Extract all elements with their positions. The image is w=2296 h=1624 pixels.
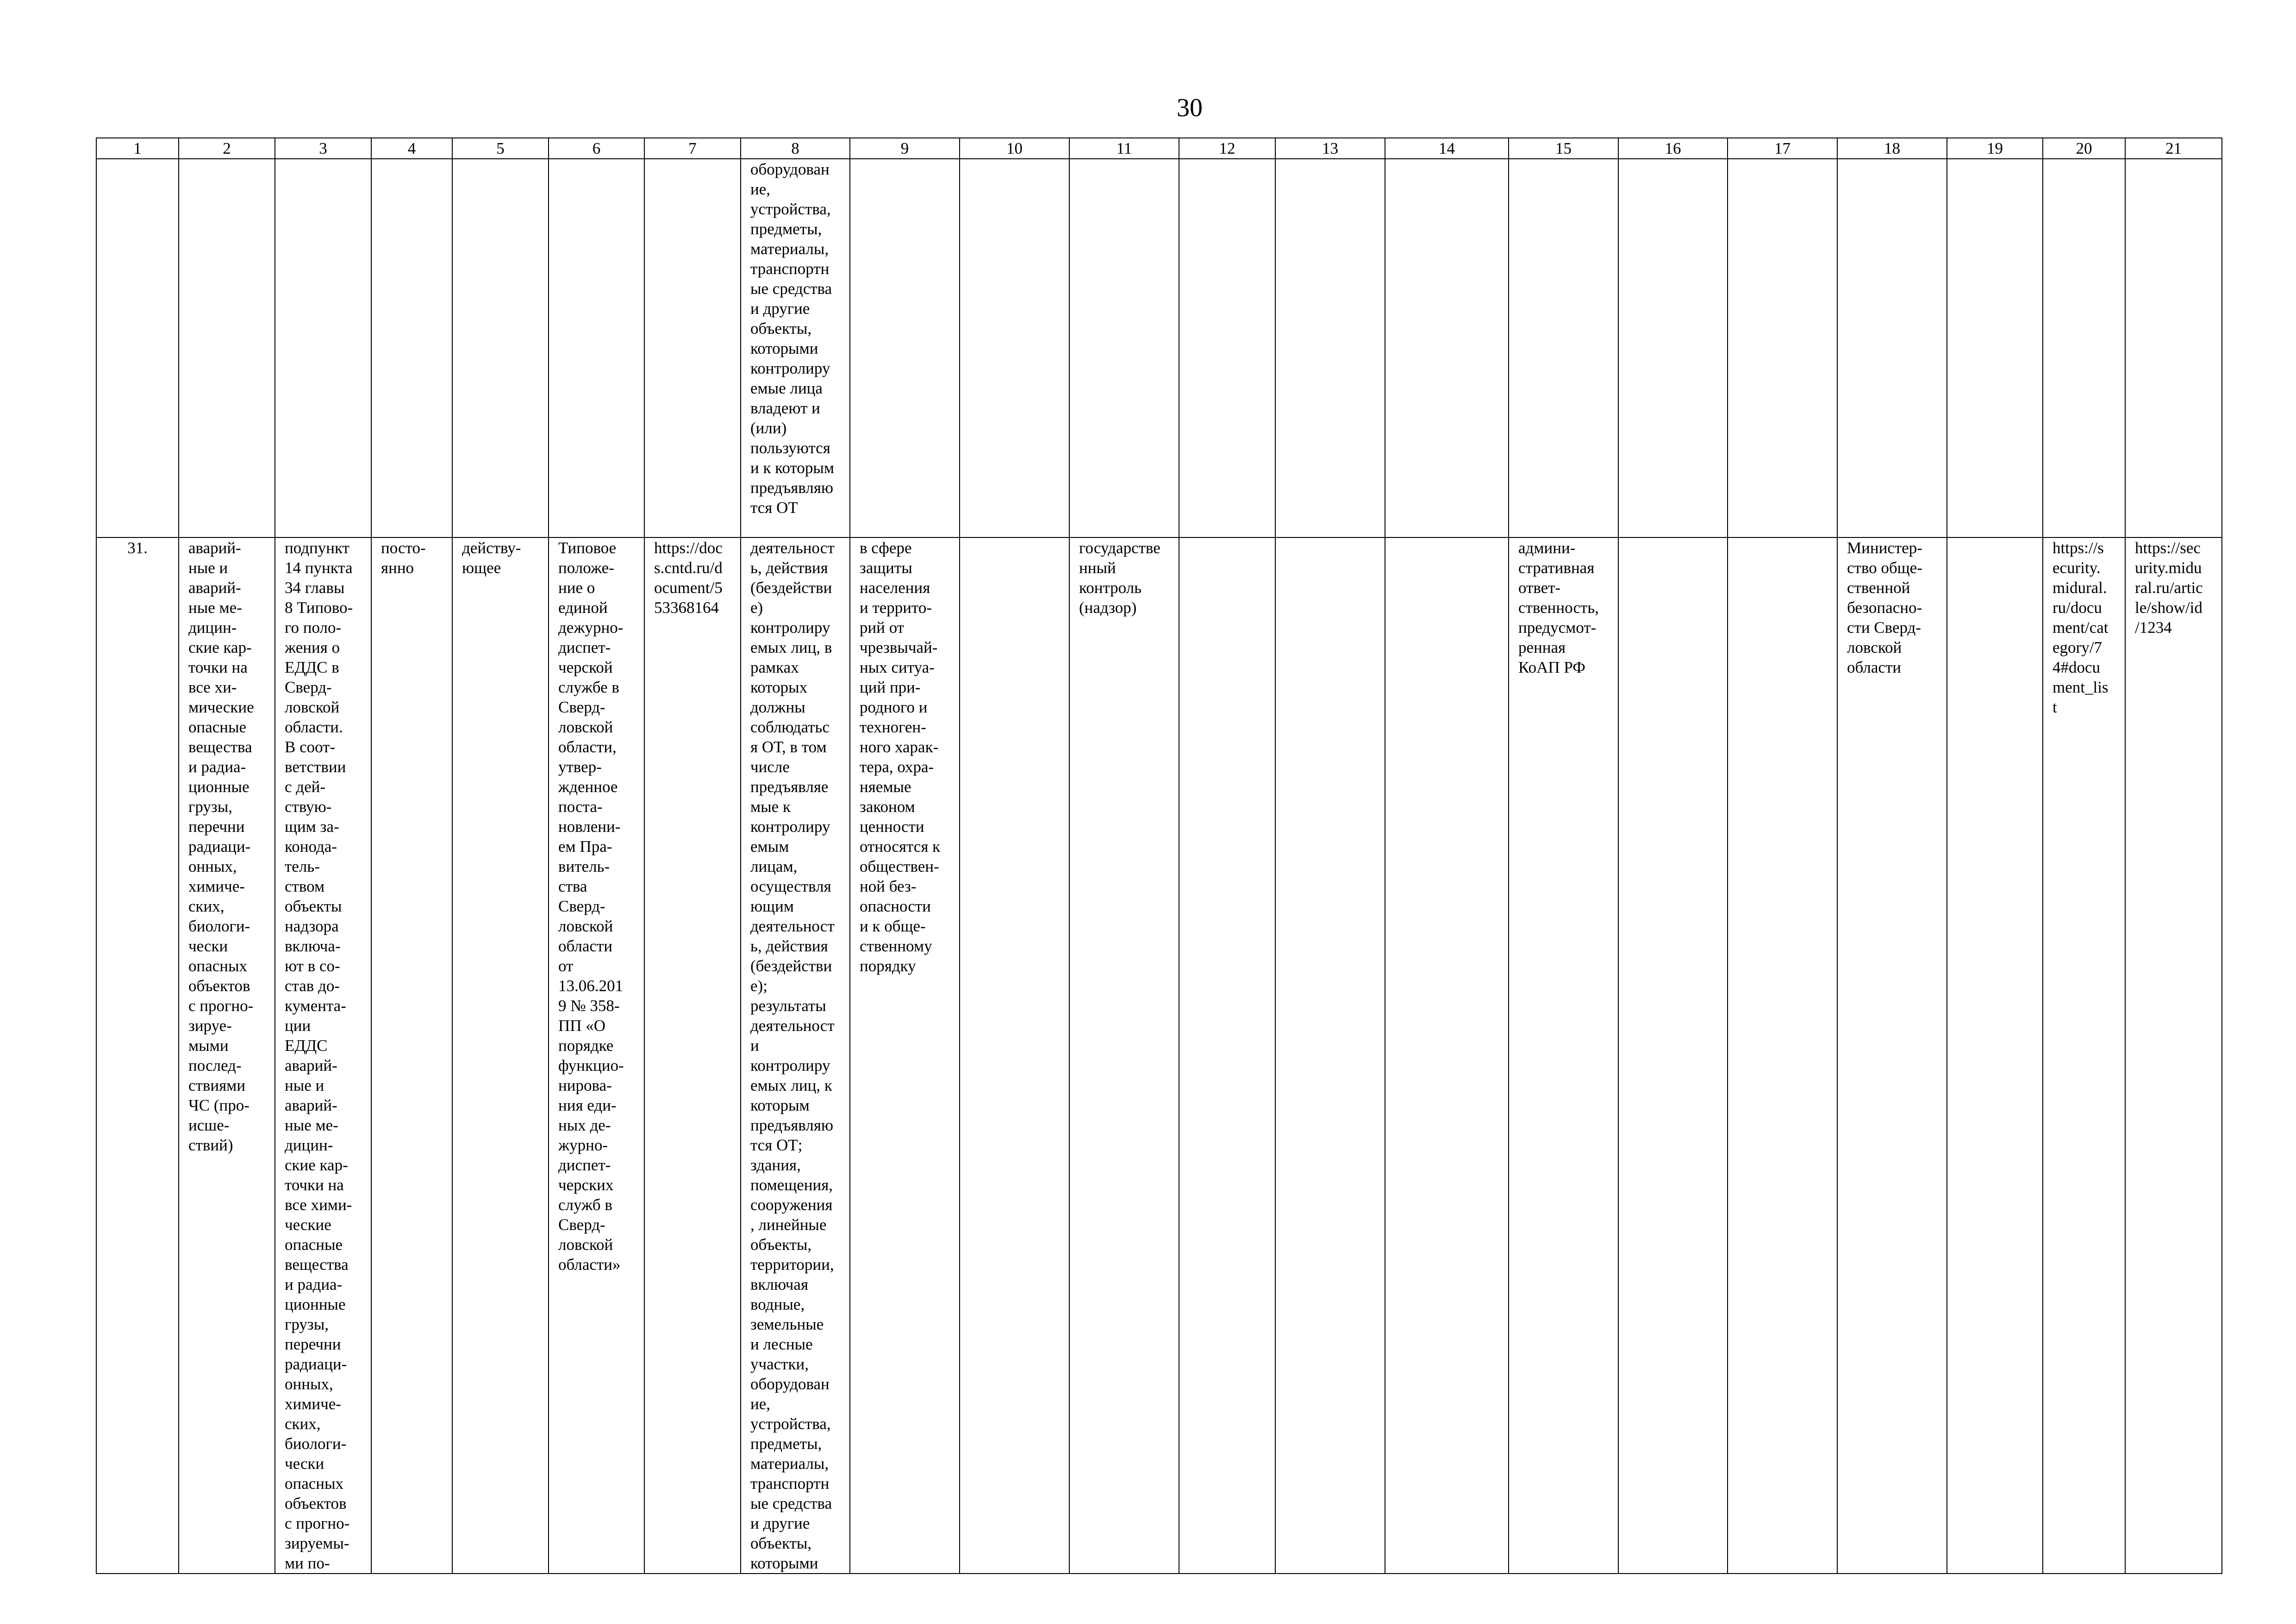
table-cell: оборудован ие, устройства, предметы, материалы, транспортн ые средства и другие объекты, которыми контролиру емые лица владеют и (или) пользуются и к которым предъявляю тся ОТ — [741, 159, 850, 537]
act-link-cell: https://doc s.cntd.ru/d ocument/5 53368164 — [644, 537, 741, 1574]
column-number-cell: 3 — [275, 138, 371, 159]
table-cell — [1275, 537, 1385, 1574]
table-cell — [2043, 159, 2125, 537]
table-cell — [960, 159, 1069, 537]
table-cell — [1179, 537, 1275, 1574]
periodicity-cell: посто- янно — [371, 537, 452, 1574]
column-number-cell: 1 — [96, 138, 179, 159]
table-cell — [1837, 159, 1947, 537]
table-cell — [960, 537, 1069, 1574]
column-number-cell: 5 — [452, 138, 549, 159]
column-number-cell: 16 — [1618, 138, 1728, 159]
column-number-cell: 20 — [2043, 138, 2125, 159]
authority-cell: Министер- ство обще- ственной безопасно- сти Сверд- ловской области — [1837, 537, 1947, 1574]
table-cell — [850, 159, 960, 537]
column-number-cell: 17 — [1728, 138, 1837, 159]
table-cell — [1385, 159, 1509, 537]
table-cell — [96, 159, 179, 537]
column-number-cell: 15 — [1509, 138, 1618, 159]
page-number: 30 — [1177, 94, 1203, 122]
article-link-cell: https://sec urity.midu ral.ru/artic le/show/id /1234 — [2125, 537, 2222, 1574]
register-table — [96, 137, 2222, 1574]
row-number-cell: 31. — [96, 537, 179, 1574]
control-objects-cell: деятельност ь, действия (бездействи е) контролиру емых лиц, в рамках которых должны соблюдатьс я ОТ, в том числе предъявляе мые к контролиру емым лицам, осуществля ющим деятельност ь, действия (бездействи е); результаты деятельност и контролиру емых лиц, к которым предъявляю тся ОТ; здания, помещения, сооружения , линейные объекты, территории, включая водные, земельные и лесные участки, оборудован ие, устройства, предметы, материалы, транспортн ые средства и другие объекты, которыми — [741, 537, 850, 1574]
column-number-cell: 8 — [741, 138, 850, 159]
table-cell — [371, 159, 452, 537]
column-number-cell: 10 — [960, 138, 1069, 159]
continuation-row — [96, 159, 2222, 537]
liability-cell: админи- стративная ответ- ственность, предусмот- ренная КоАП РФ — [1509, 537, 1618, 1574]
column-number-cell: 19 — [1947, 138, 2043, 159]
table-cell — [644, 159, 741, 537]
column-number-cell: 18 — [1837, 138, 1947, 159]
table-cell — [1069, 159, 1179, 537]
table-cell — [1385, 537, 1509, 1574]
document-list-link-cell: https://s ecurity. midural. ru/docu ment/cat egory/7 4#docu ment_lis t — [2043, 537, 2125, 1574]
table-cell — [1618, 159, 1728, 537]
column-number-cell: 2 — [179, 138, 275, 159]
column-number-cell: 6 — [549, 138, 644, 159]
column-number-cell: 4 — [371, 138, 452, 159]
table-cell — [1509, 159, 1618, 537]
column-number-cell: 9 — [850, 138, 960, 159]
requirement-source-cell: подпункт 14 пункта 34 главы 8 Типово- го поло- жения о ЕДДС в Сверд- ловской области. В соот- ветствии с дей- ствую- щим за- конода- тель- ством объекты надзора включа- ют в со- став до- кумента- ции ЕДДС аварий- ные и аварий- ные ме- дицин- ские кар- точки на все хими- ческие опасные вещества и радиа- ционные грузы, перечни радиаци- онных, химиче- ских, биологи- чески опасных объектов с прогно- зируемы- ми по- — [275, 537, 371, 1574]
table-cell — [452, 159, 549, 537]
column-number-cell: 7 — [644, 138, 741, 159]
column-number-cell: 12 — [1179, 138, 1275, 159]
table-cell — [1728, 537, 1837, 1574]
table-cell — [179, 159, 275, 537]
column-number-cell: 13 — [1275, 138, 1385, 159]
normative-act-cell: Типовое положе- ние о единой дежурно- диспет- черской службе в Сверд- ловской области, утвер- жденное поста- новлени- ем Пра- витель- ства Сверд- ловской области от 13.06.201 9 № 358- ПП «О порядке функцио- нирова- ния еди- ных де- журно- диспет- черских служб в Сверд- ловской области» — [549, 537, 644, 1574]
column-number-cell: 21 — [2125, 138, 2222, 159]
protected-values-cell: в сфере защиты населения и террито- рий от чрезвычай- ных ситуа- ций при- родного и техноген- ного харак- тера, охра- няемые законом ценности относятся к обществен- ной без- опасности и к обще- ственному порядку — [850, 537, 960, 1574]
control-type-cell: государстве нный контроль (надзор) — [1069, 537, 1179, 1574]
table-cell — [1947, 159, 2043, 537]
column-number-row — [96, 138, 2222, 159]
table-cell — [1179, 159, 1275, 537]
column-number-cell: 14 — [1385, 138, 1509, 159]
table-cell — [275, 159, 371, 537]
status-cell: действу- ющее — [452, 537, 549, 1574]
table-cell — [1275, 159, 1385, 537]
documents-name-cell: аварий- ные и аварий- ные ме- дицин- ские кар- точки на все хи- мические опасные вещества и радиа- ционные грузы, перечни радиаци- онных, химиче- ских, биологи- чески опасных объектов с прогно- зируе- мыми послед- ствиями ЧС (про- исше- ствий) — [179, 537, 275, 1574]
table-cell — [1728, 159, 1837, 537]
table-cell — [2125, 159, 2222, 537]
table-cell — [549, 159, 644, 537]
column-number-cell: 11 — [1069, 138, 1179, 159]
table-cell — [1947, 537, 2043, 1574]
table-cell — [1618, 537, 1728, 1574]
table-row-31 — [96, 537, 2222, 1574]
